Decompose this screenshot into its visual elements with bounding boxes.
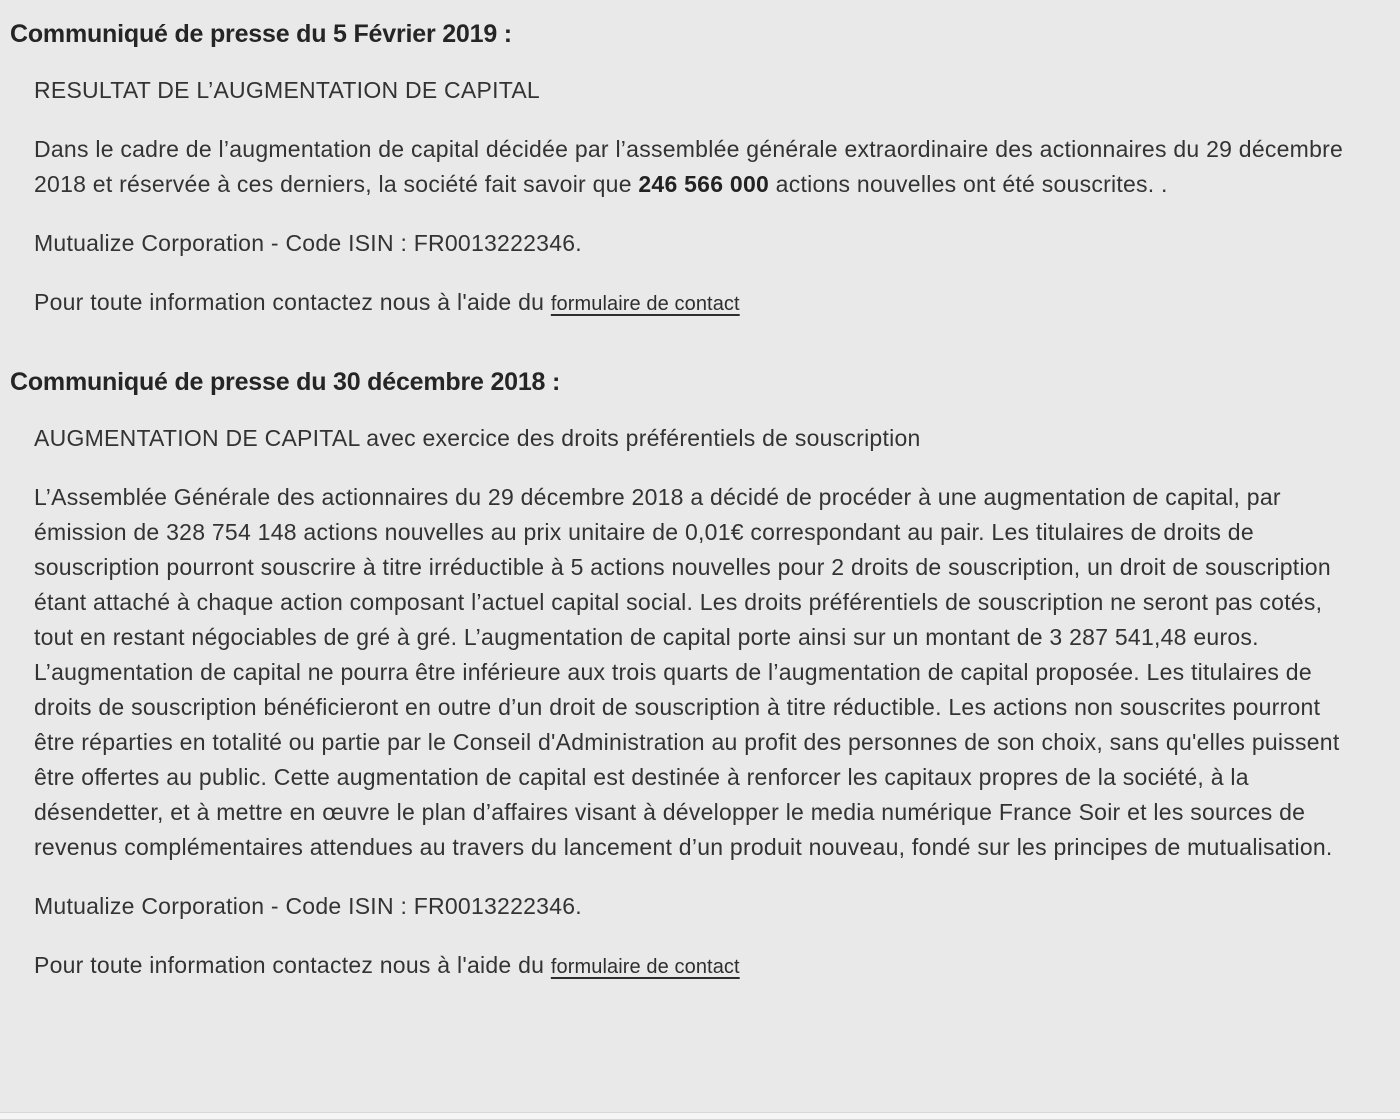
release-body-text-end: actions nouvelles ont été souscrites. . [769, 171, 1168, 197]
press-release-heading: Communiqué de presse du 5 Février 2019 : [10, 20, 512, 48]
subscribed-shares-count: 246 566 000 [638, 171, 770, 197]
release-body: L’Assemblée Générale des actionnaires du 29 décembre 2018 a décidé de procéder à une augmentation de capital, par émission de 328 754 148 actions nouvelles au prix unitaire de 0,01€ correspondant au pair. Les titulaires de droits de souscription pourront souscrire à titre irréductible à 5 actions nouvelles pour 2 droits de souscription, un droit de souscription étant attaché à chaque action composant l’actuel capital social. Les droits préférentiels de souscription ne seront pas cotés, tout en restant négociables de gré à gré. L’augmentation de capital porte ainsi sur un montant de 3 287 541,48 euros. L’augmentation de capital ne pourra être inférieure aux trois quarts de l’augmentation de capital proposée. Les titulaires de droits de souscription bénéficieront en outre d’un droit de souscription à titre réductible. Les actions non souscrites pourront être réparties en totalité ou partie par le Conseil d'Administration au profit des personnes de son choix, sans qu'elles puissent être offertes au public. Cette augmentation de capital est destinée à renforcer les capitaux propres de la société, à la désendetter, et à mettre en œuvre le plan d’affaires visant à développer le media numérique France Soir et les sources de revenus complémentaires attendues au travers du lancement d’un produit nouveau, fondé sur les principes de mutualisation. [34, 484, 1340, 860]
release-content [10, 421, 1378, 985]
release-body [34, 132, 1344, 202]
press-release-feb-2019 [10, 18, 1378, 322]
bottom-edge-divider [0, 1112, 1400, 1119]
contact-line-text: Pour toute information contactez nous à l'aide du [34, 289, 551, 315]
contact-line [34, 285, 1344, 322]
release-body-text-start: Dans le cadre de l’augmentation de capital décidée par l’assemblée générale extraordinaire des actionnaires du 29 décembre 2018 et réservée à ces derniers, la société fait savoir que [34, 136, 1344, 197]
press-release-heading: Communiqué de presse du 30 décembre 2018 : [10, 368, 561, 396]
press-release-dec-2018 [10, 366, 1378, 985]
contact-form-link[interactable]: formulaire de contact [550, 293, 740, 315]
contact-line-text: Pour toute information contactez nous à l'aide du [34, 952, 551, 978]
contact-line [34, 948, 1344, 985]
release-subtitle: RESULTAT DE L’AUGMENTATION DE CAPITAL [34, 77, 540, 103]
contact-form-link[interactable]: formulaire de contact [550, 956, 740, 978]
release-content [10, 73, 1378, 322]
release-subtitle: AUGMENTATION DE CAPITAL avec exercice des droits préférentiels de souscription [34, 425, 921, 451]
isin-line: Mutualize Corporation - Code ISIN : FR0013222346. [34, 230, 582, 256]
isin-line: Mutualize Corporation - Code ISIN : FR0013222346. [34, 893, 582, 919]
